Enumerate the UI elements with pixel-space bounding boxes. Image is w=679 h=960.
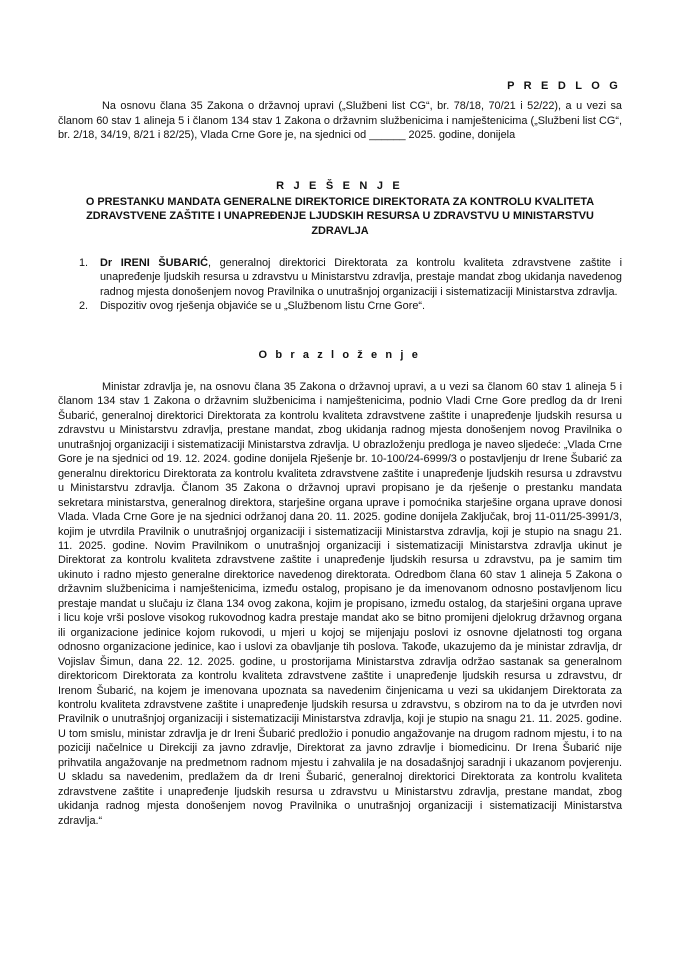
list-item bbox=[58, 299, 622, 313]
legal-basis-paragraph: Na osnovu člana 35 Zakona o državnoj upravi („Službeni list CG“, br. 78/18, 70/21 i 52/22), a u vezi sa članom 60 stav 1 alineja 5 i članom 134 stav 1 Zakona o državnim službenicima i namještenicima („Službeni list CG“, br. 2/18, 34/19, 8/21 i 82/25), Vlada Crne Gore je, na sjednici od ______ 2025. godine, donijela bbox=[58, 100, 622, 141]
item-text: Dispozitiv ovog rješenja objaviće se u „Službenom listu Crne Gore“. bbox=[100, 300, 426, 313]
person-name: Dr IRENI ŠUBARIĆ bbox=[100, 257, 208, 269]
decision-title: R J E Š E N J E bbox=[276, 180, 403, 192]
item-text: , generalnoj direktorici Direktorata za kontrolu kvaliteta zdravstvene zaštite i unapređenje ljudskih resursa u zdravstvu u Ministarstvu zdravlja, prestaje mandat zbog ukidanja navedenog radnog mjesta donošenjem novog Pravilnika o unutrašnjoj organizaciji i sistematizaciji Ministarstva zdravlja. bbox=[100, 257, 622, 298]
explanation-paragraph: Ministar zdravlja je, na osnovu člana 35 Zakona o državnoj upravi, a u vezi sa članom 60 stav 1 alineja 5 i članom 134 stav 1 Zakona o državnim službenicima i namještenicima, podnio Vladi Crne Gore predlog da dr Ireni Šubarić, generalnoj direktorici Direktorata za kontrolu kvaliteta zdravstvene zaštite i unapređenje ljudskih resursa u zdravstvu u Ministarstvu zdravlja, prestane mandat, zbog ukidanja radnog mjesta donošenjem novog Pravilnika o unutrašnjoj organizaciji i sistematizaciji Ministarstva zdravlja. U obrazloženju predloga je naveo sljedeće: „Vlada Crne Gore je na sjednici od 19. 12. 2024. godine donijela Rješenje br. 10-100/24-6999/3 o postavljenju dr Irene Šubarić za generalnu direktoricu Direktorata za kontrolu kvaliteta zdravstvene zaštite i unapređenje ljudskih resursa u zdravstvu u Ministarstvu zdravlja. Članom 35 Zakona o državnoj upravi propisano je da rješenje o prestanku mandata sekretara ministarstva, generalnog direktora, starješine organa uprave i pomoćnika starješine organa uprave donosi Vlada. Vlada Crne Gore je na sjednici održanoj dana 20. 11. 2025. godine donijela Zaključak, broj 11-011/25-3991/3, kojim je utvrdila Pravilnik o unutrašnjoj organizaciji i sistematizaciji Ministarstva zdravlja, koji je stupio na snagu 21. 11. 2025. godine. Novim Pravilnikom o unutrašnjoj organizaciji i sistematizaciji Ministarstva zdravlja ukinut je Direktorat za kontrolu kvaliteta zdravstvene zaštite i unapređenje ljudskih resursa u zdravstvu, pa je samim tim ukinuto i radno mjesto generalne direktorice navedenog direktorata. Odredbom člana 60 stav 1 alineja 5 Zakona o državnim službenicima i namještenicima, između ostalog, propisano je da imenovanom odnosno postavljenom licu prestaje mandat u slučaju iz člana 134 ovog zakona, kojim je propisano, između ostalog, da starješini organa uprave i licu koje vrši poslove visokog rukovodnog kadra prestaje mandat ako se bitno promijeni djelokrug državnog organa ili organizacione jedinice kojom rukovodi, u mjeri u kojoj se mijenjaju poslovi iz osnovne djelatnosti tog organa odnosno organizacione jedinice, kao i uslovi za obavljanje tih poslova. Takođe, ukazujemo da je ministar zdravlja, dr Vojislav Šimun, dana 22. 12. 2025. godine, u prostorijama Ministarstva zdravlja održao sastanak sa generalnom direktoricom Direktorata za kontrolu kvaliteta zdravstvene zaštite i unapređenje ljudskih resursa u zdravstvu, dr Irenom Šubarić, na kojem je imenovana upoznata sa navedenim činjenicama u vezi sa ukidanjem Direktorata za kontrolu kvaliteta zdravstvene zaštite i unapređenje ljudskih resursa u zdravstvu, s obzirom na to da je utvrđen novi Pravilnik o unutrašnjoj organizaciji i sistematizaciji Ministarstva zdravlja, koji je stupio na snagu 21. 11. 2025. godine. U tom smislu, ministar zdravlja je dr Ireni Šubarić predložio i ponudio angažovanje na drugom radnom mjestu, i to na poziciji načelnice u Direkciji za javno zdravlje, Direktorat za javno zdravlje i biomedicinu. Dr Irena Šubarić nije prihvatila angažovanje na predmetnom radnom mjestu i zahvalila je na dosadašnjoj saradnji i ukazanom povjerenju. U skladu sa navedenim, predlažem da dr Ireni Šubarić, generalnoj direktorici Direktorata za kontrolu kvaliteta zdravstvene zaštite i unapređenje ljudskih resursa u zdravstvu u Ministarstvu zdravlja, prestane mandat, zbog ukidanja radnog mjesta donošenjem novog Pravilnika o unutrašnjoj organizaciji i sistematizaciji Ministarstva zdravlja.“ bbox=[58, 381, 622, 827]
decision-items-list bbox=[58, 256, 622, 314]
decision-heading: O PRESTANKU MANDATA GENERALNE DIREKTORICE DIREKTORATA ZA KONTROLU KVALITETA ZDRAVSTVENE ZAŠTITE I UNAPREĐENJE LJUDSKIH RESURSA U ZDRAVSTVU U MINISTARSTVU ZDRAVLJA bbox=[85, 196, 595, 237]
list-item bbox=[58, 256, 622, 299]
explanation-title: O b r a z l o ž e n j e bbox=[258, 349, 421, 361]
item-number: 2. bbox=[79, 300, 89, 313]
item-number: 1. bbox=[79, 257, 89, 269]
proposal-label: P R E D L O G bbox=[507, 80, 621, 92]
